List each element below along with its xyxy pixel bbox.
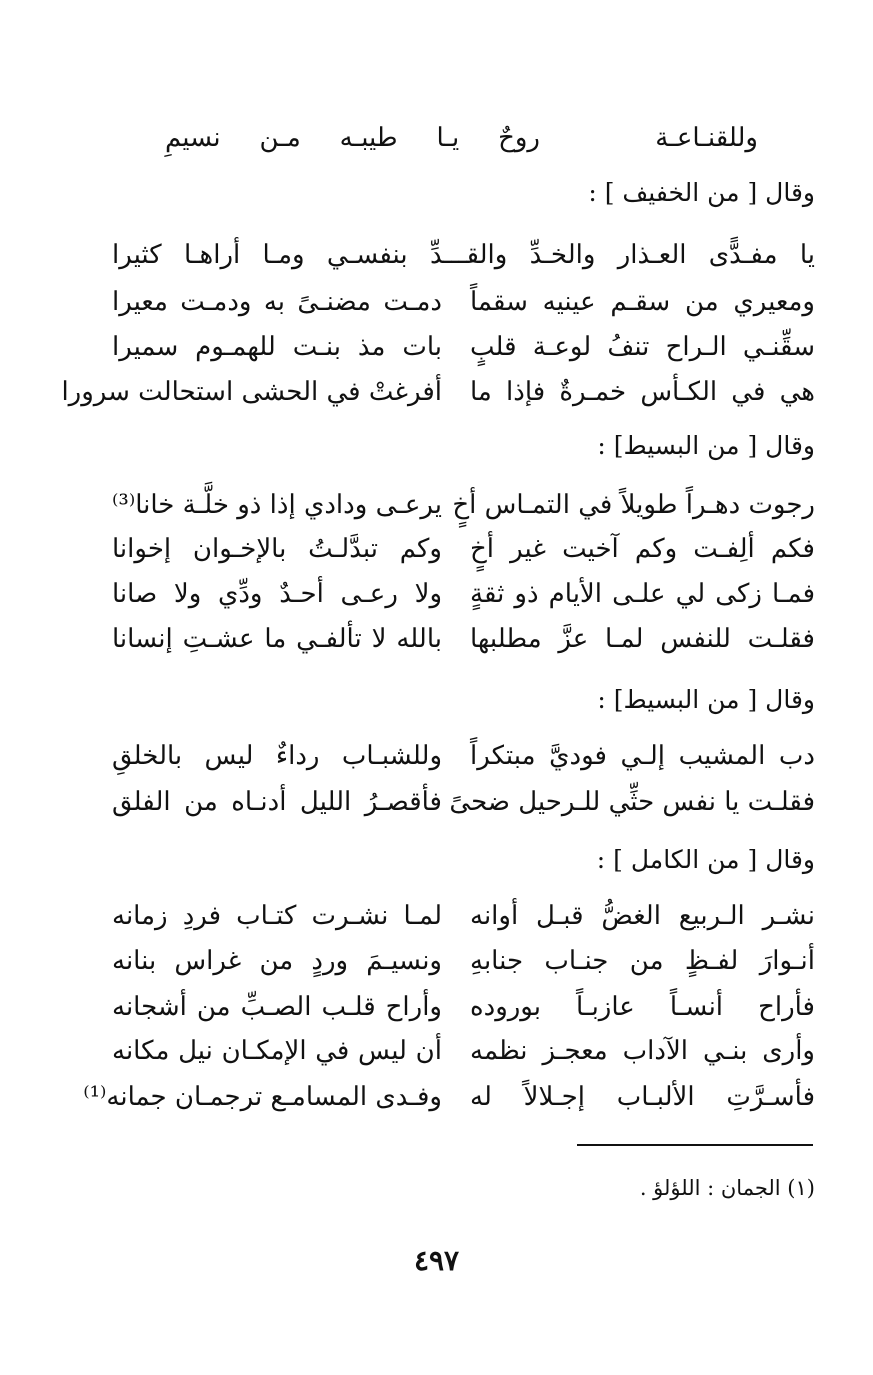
verse-right: هي في الكـأس خمـرةٌ فإذا ما: [470, 377, 815, 407]
verse-lead-line: يا مفـدًّى العـذار والخـدِّ والقـــدِّ بنفسـي ومـا أراهـا كثيرا: [112, 240, 815, 270]
verse-left: ونسيـمَ وردٍ من غراس بنانه: [112, 946, 442, 976]
verse-right: ومعيري من سقـم عينيه سقماً: [470, 287, 815, 317]
verse-right: فأراح أنسـاً عازبـاً بوروده: [470, 992, 815, 1022]
footnote-divider: [577, 1144, 813, 1146]
verse-right: أنـوارَ لفـظٍ من جنـاب جنابهِ: [470, 946, 815, 976]
verse-right: سقِّنـي الـراح تنفُ لوعـة قلبٍ: [470, 332, 815, 362]
verse-right: فقلـت يا نفس حثِّي للـرحيل ضحىً: [449, 787, 815, 817]
verse-left: يرعـى ودادي إذا ذو خلَّـة خانا⁽³⁾: [112, 490, 442, 520]
verse-right: وأرى بنـي الآداب معجـز نظمه: [470, 1036, 815, 1066]
header-verse-left: روحٌ يـا طيبـه مـن نسيمِ: [165, 123, 540, 153]
verse-right: فمـا زكى لي علـى الأيام ذو ثقةٍ: [470, 579, 815, 609]
verse-left: لمـا نشـرت كتـاب فردِ زمانه: [112, 901, 442, 931]
verse-right: فقلـت للنفس لمـا عزَّ مطلبها: [470, 624, 815, 654]
verse-left: ولا رعـى أحـدٌ ودِّي ولا صانا: [112, 579, 442, 609]
verse-left: وللشبـاب رداءٌ ليس بالخلقِ: [112, 741, 442, 771]
page-number: ٤٩٧: [413, 1244, 460, 1277]
verse-left: فأقصـرُ الليل أدنـاه من الفلق: [112, 787, 442, 817]
verse-right: فأسـرَّتِ الألبـاب إجـلالاً له: [470, 1082, 815, 1112]
header-verse-right: وللقنـاعـة: [655, 123, 758, 153]
section-heading: وقال [ من البسيط] :: [597, 685, 815, 714]
section-heading: وقال [ من البسيط] :: [597, 431, 815, 460]
verse-left: وأراح قلـب الصـبِّ من أشجانه: [112, 992, 442, 1022]
verse-left: أفرغتْ في الحشى استحالت سرورا: [61, 377, 442, 407]
verse-left: دمـت مضنـىً به ودمـت معيرا: [112, 287, 442, 317]
footnote: (١) الجمان : اللؤلؤ .: [639, 1176, 815, 1200]
verse-left: بالله لا تألفـي ما عشـتِ إنسانا: [112, 624, 442, 654]
section-heading: وقال [ من الكامل ] :: [596, 845, 815, 874]
verse-left: أن ليس في الإمكـان نيل مكانه: [112, 1036, 442, 1066]
verse-right: دب المشيب إلـي فوديَّ مبتكراً: [470, 741, 815, 771]
verse-left: وكم تبدَّلـتُ بالإخـوان إخوانا: [112, 534, 442, 564]
section-heading: وقال [ من الخفيف ] :: [588, 178, 815, 207]
verse-right: نشـر الـربيع الغضُّ قبـل أوانه: [470, 901, 815, 931]
verse-left: بات مذ بنـت للهمـوم سميرا: [112, 332, 442, 362]
verse-right: فكم ألِفـت وكم آخيت غير أخٍ: [470, 534, 815, 564]
verse-right: رجوت دهـراً طويلاً في التمـاس أخٍ: [452, 490, 815, 520]
verse-left: وفـدى المسامـع ترجمـان جمانه⁽¹⁾: [83, 1082, 442, 1112]
